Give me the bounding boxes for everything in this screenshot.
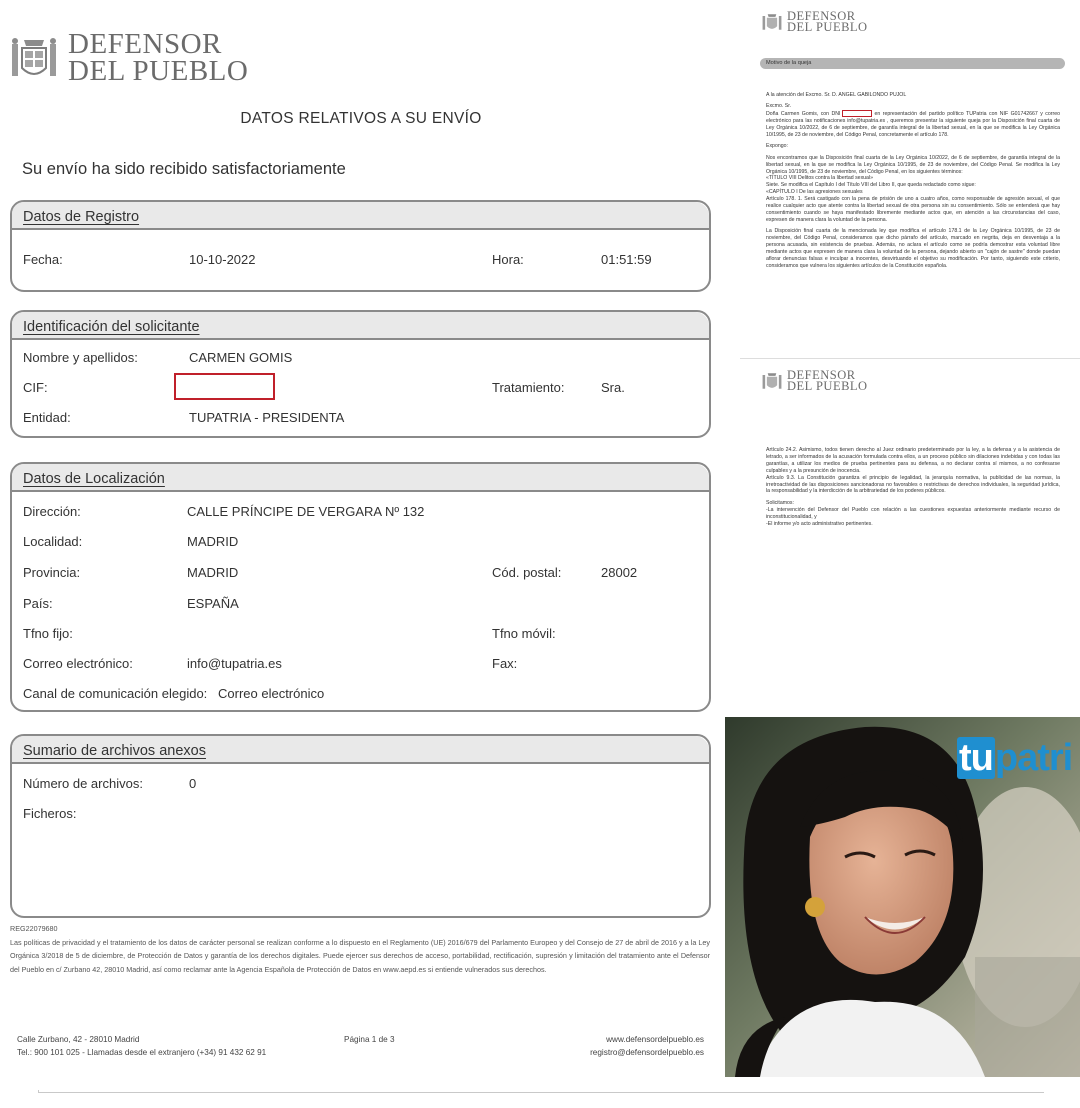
frame-line-bottom: [38, 1092, 1044, 1093]
request-body: [766, 447, 1060, 532]
logo-line1: DEFENSOR: [787, 367, 856, 382]
paragraph: La Disposición final cuarta de la mencionada ley que modifica el artículo 178.1 de la Ley Orgánica 10/1995, de 23 de noviembre, del Código Penal, consideramos que dicho párrafo del artículo, marcado en negrita, deja en desventaja a la persona acusada, sin existencia de pruebas. Además, no aclara el artículo como se podría demostrar esta voluntad libre mediante actos que expresen de manera clara la voluntad de la persona, dejando abierto un "cajón de sastre" donde puedan aflorar denuncias falsas e inculpar a inocentes, desvirtuando el objetivo su modificación. Por tanto, siguiendo este criterio, consideramos que vulnera los siguientes artículos de la Constitución española.: [766, 228, 1060, 269]
direccion-value: CALLE PRÍNCIPE DE VERGARA Nº 132: [187, 504, 425, 519]
complaint-body: [766, 92, 1060, 274]
footer-address: Calle Zurbano, 42 - 28010 Madrid: [17, 1035, 140, 1044]
brand-part2: patri: [994, 737, 1073, 779]
canal-label: Canal de comunicación elegido:: [23, 686, 208, 701]
logo-line1: DEFENSOR: [68, 28, 222, 61]
direccion-label: Dirección:: [23, 504, 81, 519]
text-fragment: Doña Carmen Gomis, con DNI: [766, 111, 841, 118]
tfno-movil-label: Tfno móvil:: [492, 626, 556, 641]
tratamiento-value: Sra.: [601, 380, 625, 395]
coat-of-arms-icon: [760, 369, 784, 393]
request-page: [740, 358, 1080, 708]
provincia-value: MADRID: [187, 565, 239, 580]
text-fragment: Artículo 178. 1. Será castigado con la pena de prisión de uno a cuatro años, como responsable de agresión sexual, el que realice cualquier acto que atente contra la libertad sexual de otra persona sin su consentimiento. Sólo se entenderá que hay consentimiento cuando se haya manifestado libremente mediante actos que, en atención a las circunstancias del caso, expresen de manera clara la voluntad de la persona.: [766, 196, 1060, 223]
section-bar: Motivo de la queja: [760, 58, 1065, 69]
defensor-logo: [6, 30, 248, 86]
ficheros-label: Ficheros:: [23, 806, 77, 821]
confirmation-message: Su envío ha sido recibido satisfactoriamente: [22, 160, 346, 178]
brand-part1: tu: [959, 737, 993, 779]
text-fragment: Nos encontramos que la Disposición final cuarta de la Ley Orgánica 10/2022, de 6 de septiembre, de garantía integral de la libertad sexual, en la que se modifica la Ley Orgánica 10/1995, de 23 de noviembre, del Código Penal. Se modifica la Ley Orgánica 10/1995, de 23 de noviembre, del Código Penal, en los siguientes términos:: [766, 154, 1060, 175]
pais-label: País:: [23, 596, 53, 611]
logo-line1: DEFENSOR: [787, 8, 856, 23]
text-fragment: -El informe y/o acto administrativo pertinentes.: [766, 520, 873, 527]
registration-code: REG22079680: [10, 924, 58, 933]
text-fragment: «CAPÍTULO I De las agresiones sexuales: [766, 189, 863, 196]
portrait-photo: [725, 717, 1080, 1077]
section-heading: Sumario de archivos anexos: [12, 736, 709, 764]
paragraph: Expongo:: [766, 143, 788, 150]
logo-line2: DEL PUEBLO: [68, 55, 249, 87]
coat-of-arms-icon: [6, 30, 62, 86]
correo-label: Correo electrónico:: [23, 656, 133, 671]
text-fragment: -La intervención del Defensor del Pueblo con relación a las cuestiones expuestas anteriormente mediante recurso de inconstitucionalidad, y: [766, 506, 1060, 520]
localizacion-section: [10, 462, 711, 712]
redacted-dni-box: [842, 110, 872, 117]
text-fragment: Artículo 9.3. La Constitución garantiza el principio de legalidad, la jerarquía normativa, la publicidad de las normas, la irretroactividad de las disposiciones sancionadoras no favorables o restrictivas de derechos individuales, la seguridad jurídica, la responsabilidad y la interdicción de la arbitrariedad de los poderes públicos.: [766, 474, 1060, 495]
entidad-label: Entidad:: [23, 410, 71, 425]
redacted-cif-box: [174, 373, 275, 400]
nombre-value: CARMEN GOMIS: [189, 350, 293, 365]
paragraph: [766, 447, 1060, 495]
page-number: Página 1 de 3: [344, 1035, 395, 1044]
numero-archivos-value: 0: [189, 776, 197, 791]
section-heading: Datos de Localización: [12, 464, 709, 492]
footer-address-block: [17, 1033, 266, 1059]
page-title: DATOS RELATIVOS A SU ENVÍO: [240, 110, 482, 127]
registro-section: [10, 200, 711, 292]
pais-value: ESPAÑA: [187, 596, 239, 611]
correo-value: info@tupatria.es: [187, 656, 282, 671]
section-heading: Datos de Registro: [12, 202, 709, 230]
logo-line2: DEL PUEBLO: [787, 379, 868, 393]
logo-line2: DEL PUEBLO: [787, 20, 868, 34]
tratamiento-label: Tratamiento:: [492, 380, 565, 395]
paragraph: [766, 500, 1060, 528]
salutation: Excmo. Sr.: [766, 103, 792, 110]
cp-label: Cód. postal:: [492, 565, 562, 580]
text-fragment: Solicitamos:: [766, 499, 794, 506]
text-fragment: Artículo 24.2. Asimismo, todos tienen derecho al Juez ordinario predeterminado por la ley, a la defensa y a la asistencia de letrado, a ser informados de la acusación formulada contra ellos, a un proceso público sin dilaciones indebidas y con todas las garantías, a utilizar los medios de prueba pertinentes para su defensa, a no declarar contra sí mismos, a no confesarse culpables y a la presunción de inocencia.: [766, 447, 1060, 474]
defensor-logo-small: [760, 10, 868, 34]
numero-archivos-label: Número de archivos:: [23, 776, 143, 791]
paragraph: [766, 103, 1060, 138]
privacy-text: Las políticas de privacidad y el tratamiento de los datos de carácter personal se realizan conforme a lo dispuesto en el Reglamento (UE) 2016/679 del Parlamento Europeo y del Consejo de 27 de abril de 2016 y a la Ley Orgánica 3/2018 de 5 de diciembre, de Protección de Datos y garantía de los derechos digitales. Puede ejercer sus derechos de acceso, portabilidad, rectificación, supresión y limitación del tratamiento ante el Defensor del Pueblo en c/ Zurbano 42, 28010 Madrid, así como reclamar ante la Agencia Española de Protección de Datos en www.aepd.es si entiende vulnerados sus derechos.: [10, 937, 710, 974]
footer-web-link[interactable]: www.defensordelpueblo.es: [606, 1035, 704, 1044]
coat-of-arms-icon: [760, 10, 784, 34]
entidad-value: TUPATRIA - PRESIDENTA: [189, 410, 345, 425]
fecha-label: Fecha:: [23, 252, 63, 267]
text-fragment: Siete. Se modifica el Capítulo I del Título VIII del Libro II, que queda redactado como sigue:: [766, 182, 976, 189]
fecha-value: 10-10-2022: [189, 252, 256, 267]
cif-label: CIF:: [23, 380, 48, 395]
defensor-logo-small: [760, 369, 868, 393]
hora-value: 01:51:59: [601, 252, 652, 267]
fax-label: Fax:: [492, 656, 518, 671]
text-fragment: en representación del partido político TUPatria con NIF G01742667 y correo electrónico para las notificaciones info@tupatria.es , queremos presentar la siguiente queja por la Disposición final cuarta de Ley Orgánica 10/2022, de 6 de septiembre, de garantía integral de la libertad sexual, en la que se modifica la Ley Orgánica 10/1995, de 23 de noviembre, del Código Penal, concretamente el artículo 178.: [766, 111, 1060, 138]
canal-value: Correo electrónico: [218, 686, 325, 701]
section-heading: Identificación del solicitante: [12, 312, 709, 340]
paragraph: [766, 155, 1060, 224]
solicitante-section: [10, 310, 711, 438]
privacy-notice: [10, 922, 710, 976]
anexos-section: [10, 734, 711, 918]
complaint-page: [740, 0, 1080, 352]
nombre-label: Nombre y apellidos:: [23, 350, 138, 365]
footer-phone: Tel.: 900 101 025 - Llamadas desde el extranjero (+34) 91 432 62 91: [17, 1048, 267, 1057]
localidad-value: MADRID: [187, 534, 239, 549]
footer-contact-block: [590, 1033, 704, 1059]
paragraph: A la atención del Excmo. Sr. D. ANGEL GABILONDO PUJOL: [766, 92, 907, 98]
footer-email-link[interactable]: registro@defensordelpueblo.es: [590, 1048, 704, 1057]
provincia-label: Provincia:: [23, 565, 81, 580]
hora-label: Hora:: [492, 252, 524, 267]
tupatria-brand-logo: [957, 737, 1072, 780]
localidad-label: Localidad:: [23, 534, 83, 549]
text-fragment: «TÍTULO VIII Delitos contra la libertad sexual»: [766, 175, 873, 182]
tfno-fijo-label: Tfno fijo:: [23, 626, 73, 641]
cp-value: 28002: [601, 565, 638, 580]
